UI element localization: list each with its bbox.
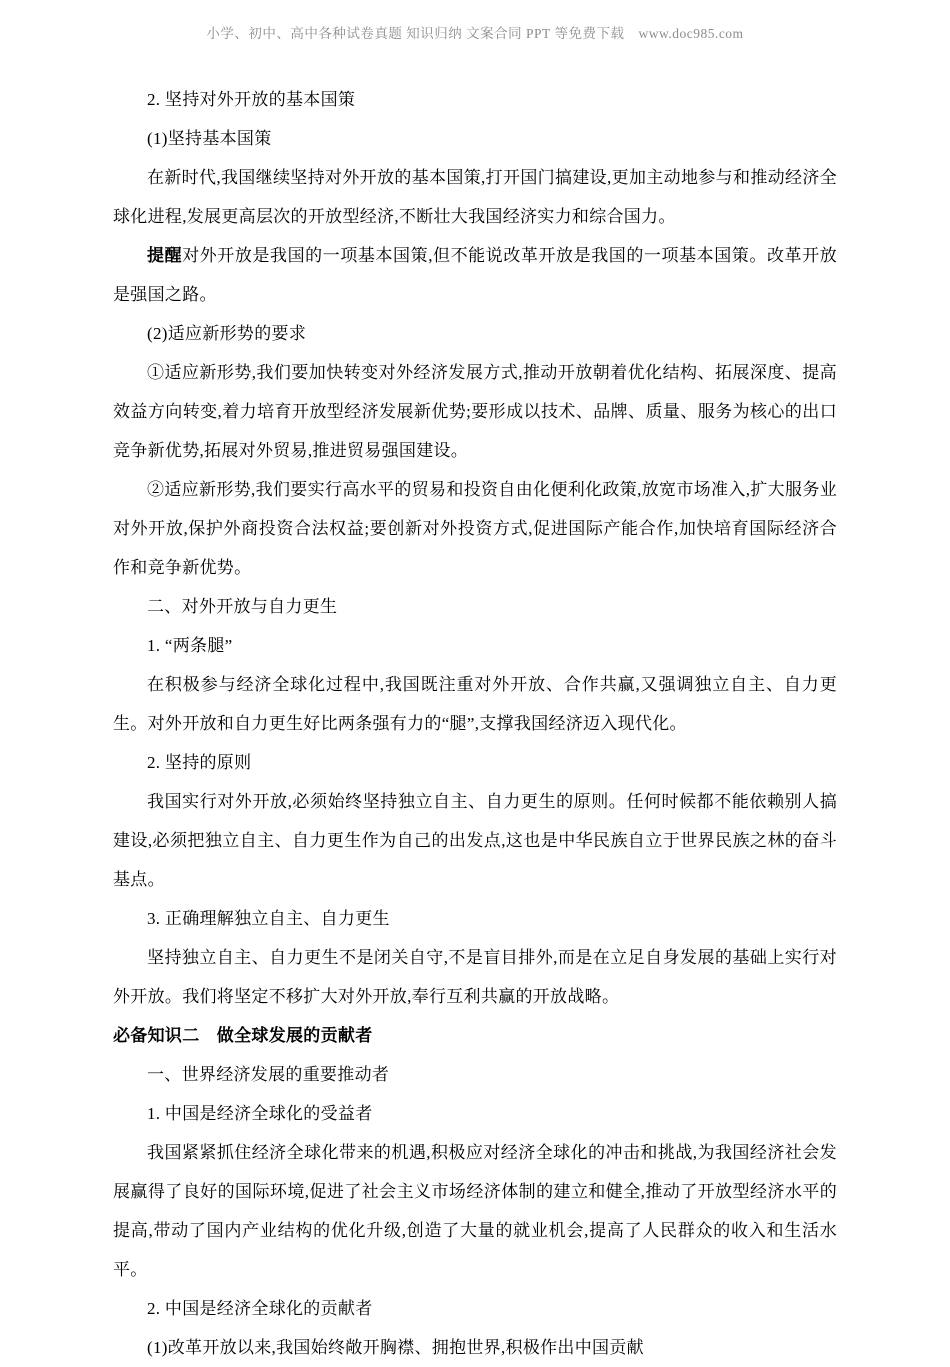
header-text: 小学、初中、高中各种试卷真题 知识归纳 文案合同 PPT 等免费下载 bbox=[206, 26, 625, 41]
document-body bbox=[113, 80, 837, 1367]
paragraph: 在新时代,我国继续坚持对外开放的基本国策,打开国门搞建设,更加主动地参与和推动经济全球化进程,发展更高层次的开放型经济,不断壮大我国经济实力和综合国力。 bbox=[113, 168, 837, 226]
paragraph-remind: 提醒对外开放是我国的一项基本国策,但不能说改革开放是我国的一项基本国策。改革开放是强国之路。 bbox=[113, 246, 837, 304]
paragraph: (1)改革开放以来,我国始终敞开胸襟、拥抱世界,积极作出中国贡献 bbox=[147, 1338, 644, 1357]
remind-label: 提醒 bbox=[147, 246, 183, 265]
paragraph: 1. 中国是经济全球化的受益者 bbox=[147, 1104, 373, 1123]
paragraph: 2. 坚持的原则 bbox=[147, 753, 252, 772]
paragraph: 一、世界经济发展的重要推动者 bbox=[147, 1065, 390, 1084]
paragraph: 我国实行对外开放,必须始终坚持独立自主、自力更生的原则。任何时候都不能依赖别人搞建设,必须把独立自主、自力更生作为自己的出发点,这也是中华民族自立于世界民族之林的奋斗基点。 bbox=[113, 792, 837, 889]
paragraph: 3. 正确理解独立自主、自力更生 bbox=[147, 909, 390, 928]
paragraph: 2. 坚持对外开放的基本国策 bbox=[147, 90, 356, 109]
paragraph: (2)适应新形势的要求 bbox=[147, 324, 307, 343]
header-site-url: www.doc985.com bbox=[638, 26, 744, 41]
paragraph: (1)坚持基本国策 bbox=[147, 129, 272, 148]
paragraph: 在积极参与经济全球化过程中,我国既注重对外开放、合作共赢,又强调独立自主、自力更生。对外开放和自力更生好比两条强有力的“腿”,支撑我国经济迈入现代化。 bbox=[113, 675, 837, 733]
paragraph: ②适应新形势,我们要实行高水平的贸易和投资自由化便利化政策,放宽市场准入,扩大服务业对外开放,保护外商投资合法权益;要创新对外投资方式,促进国际产能合作,加快培育国际经济合作和竞争新优势。 bbox=[113, 480, 837, 577]
page-header bbox=[0, 22, 950, 42]
paragraph: 我国紧紧抓住经济全球化带来的机遇,积极应对经济全球化的冲击和挑战,为我国经济社会发展赢得了良好的国际环境,促进了社会主义市场经济体制的建立和健全,推动了开放型经济水平的提高,带动了国内产业结构的优化升级,创造了大量的就业机会,提高了人民群众的收入和生活水平。 bbox=[113, 1143, 837, 1279]
paragraph: 坚持独立自主、自力更生不是闭关自守,不是盲目排外,而是在立足自身发展的基础上实行对外开放。我们将坚定不移扩大对外开放,奉行互利共赢的开放战略。 bbox=[113, 948, 837, 1006]
paragraph: 1. “两条腿” bbox=[147, 636, 233, 655]
paragraph: ①适应新形势,我们要加快转变对外经济发展方式,推动开放朝着优化结构、拓展深度、提高效益方向转变,着力培育开放型经济发展新优势;要形成以技术、品牌、质量、服务为核心的出口竞争新优势,拓展对外贸易,推进贸易强国建设。 bbox=[113, 363, 837, 460]
paragraph: 2. 中国是经济全球化的贡献者 bbox=[147, 1299, 373, 1318]
section-heading: 必备知识二 做全球发展的贡献者 bbox=[113, 1026, 373, 1045]
paragraph: 二、对外开放与自力更生 bbox=[147, 597, 338, 616]
